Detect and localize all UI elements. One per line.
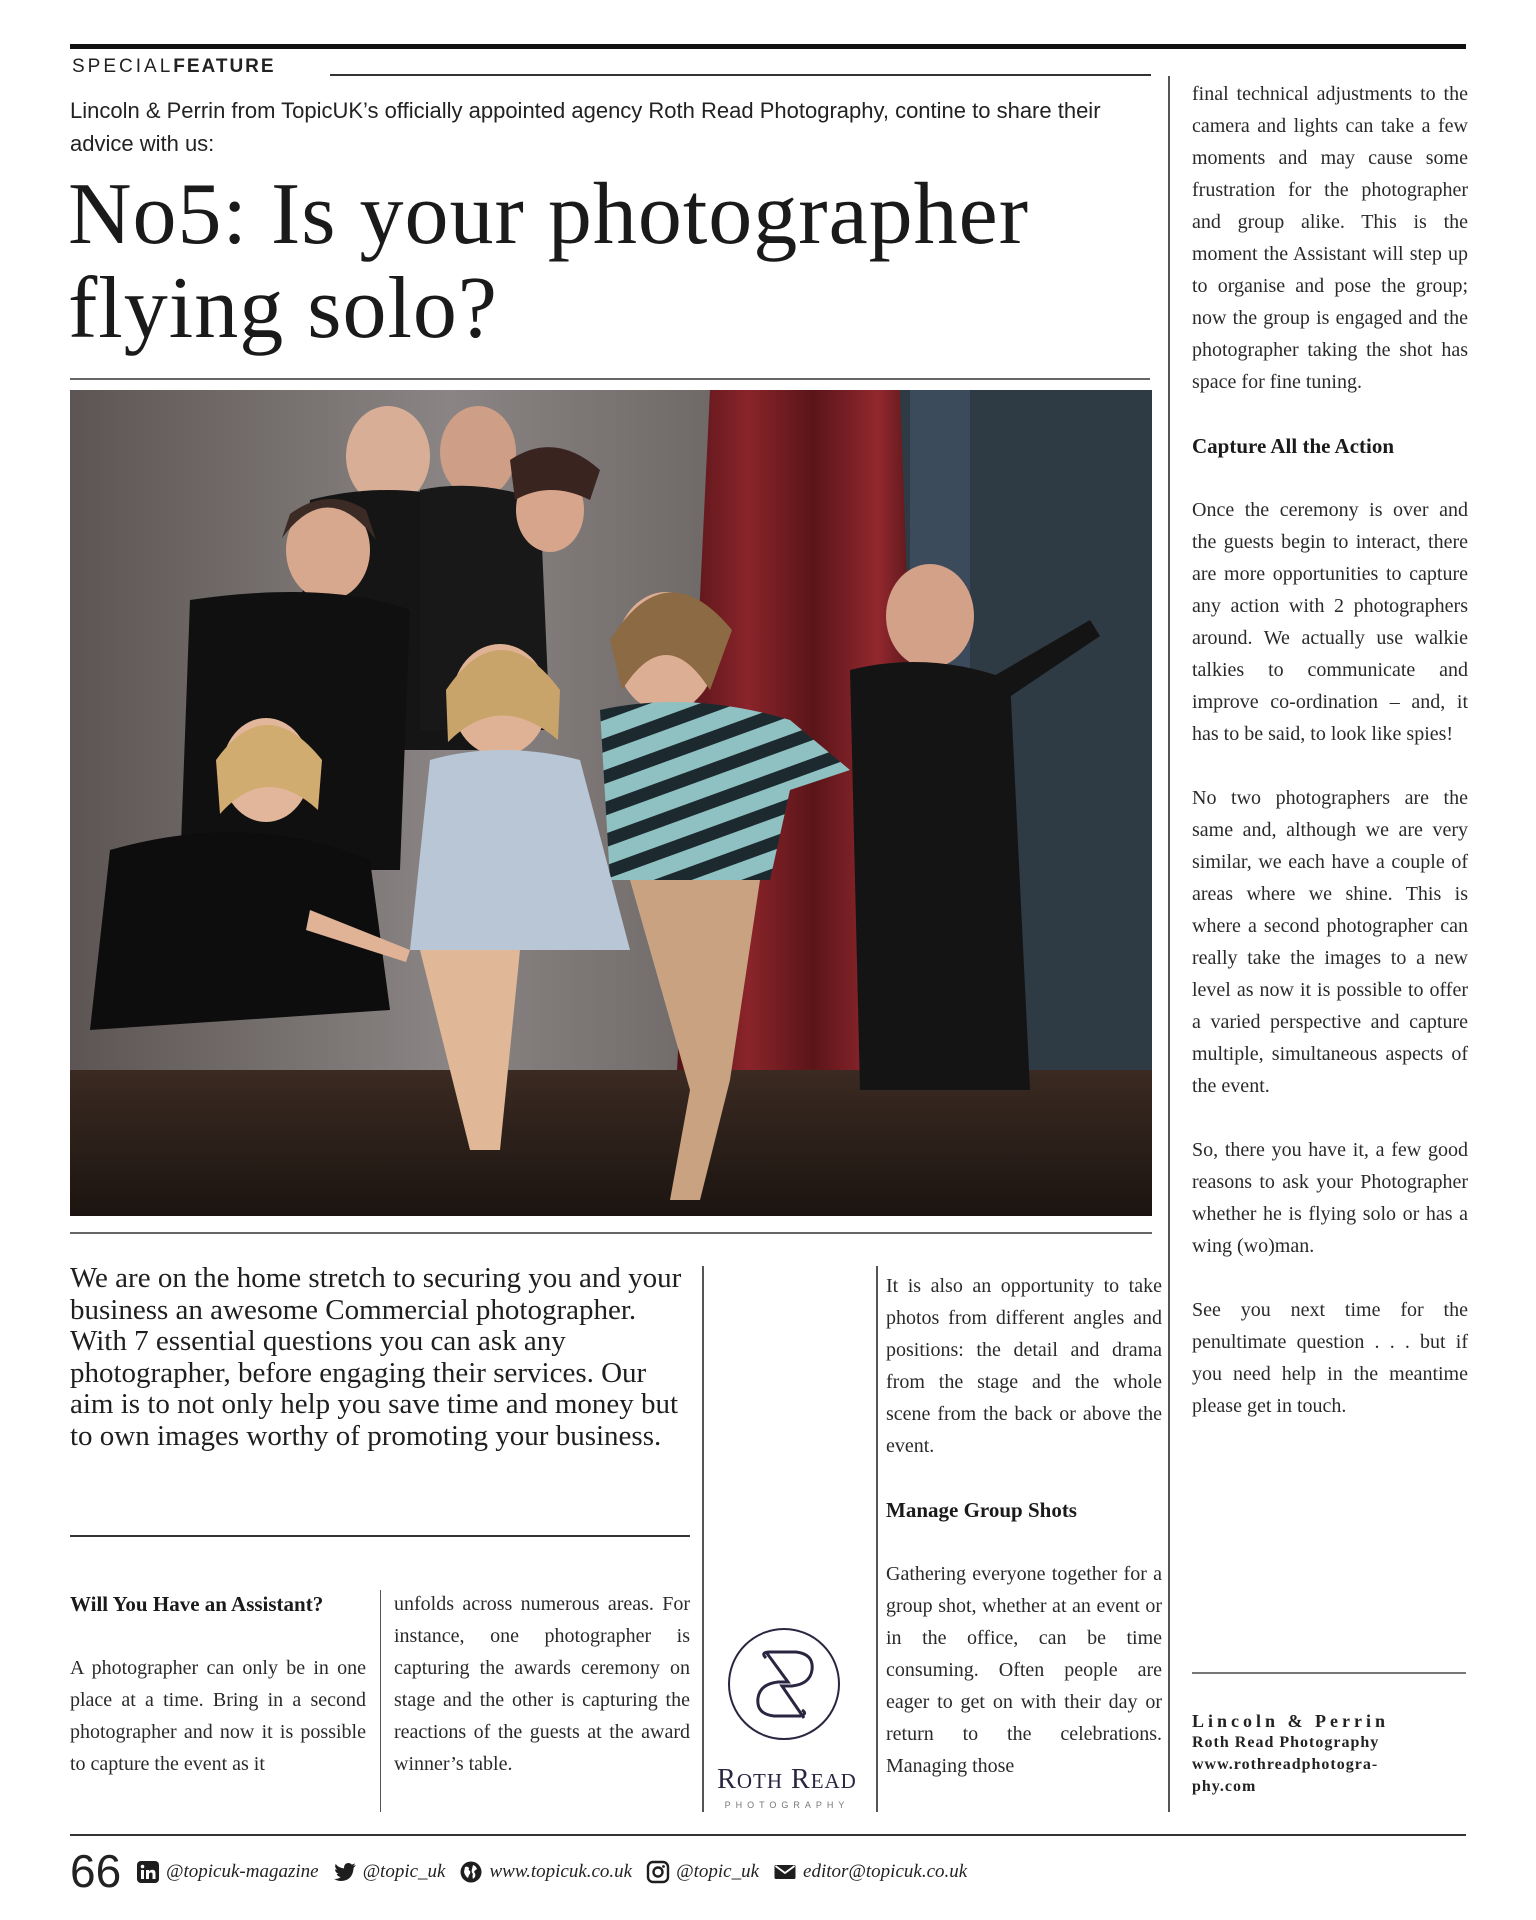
page-number: 66	[70, 1845, 122, 1897]
instagram-icon	[646, 1860, 670, 1884]
section-label-bold: FEATURE	[173, 56, 276, 77]
heading-capture-action: Capture All the Action	[1192, 434, 1395, 458]
intro-text: Lincoln & Perrin from TopicUK’s officially appointed agency Roth Read Photography, contine to share their advice with us:	[70, 98, 1101, 156]
logo-name-r2: R	[791, 1764, 811, 1795]
column-divider-1	[702, 1266, 704, 1812]
column-b	[394, 1588, 690, 1780]
social-email-text: editor@topicuk.co.uk	[803, 1861, 968, 1882]
column-divider-2	[876, 1266, 878, 1812]
logo-circle	[728, 1628, 840, 1740]
column-d	[1192, 78, 1468, 1422]
column-a	[70, 1588, 366, 1780]
social-website-text: www.topicuk.co.uk	[489, 1861, 633, 1882]
logo-name-r1: R	[717, 1764, 737, 1795]
logo-name-ead: EAD	[810, 1769, 857, 1793]
column-b-paragraph: unfolds across numerous areas. For instance, one photographer is capturing the awards ceremony on stage and the other is capturing the reactions of the guests at the award winner’s table.	[394, 1593, 690, 1775]
photo-rule	[70, 1232, 1152, 1234]
column-c-paragraph-2: Gathering everyone together for a group shot, whether at an event or in the office, can be time consuming. Often people are eager to get on with their day or return to the celebrations. Managing those	[886, 1563, 1162, 1777]
section-label-light: SPECIAL	[72, 56, 174, 77]
column-d-paragraph-4: So, there you have it, a few good reasons to ask your Photographer whether he is flying solo or has a wing (wo)man.	[1192, 1139, 1468, 1257]
headline-line-1: No5: Is your photographer	[68, 166, 1030, 263]
headline-rule	[70, 378, 1150, 380]
column-d-paragraph-5: See you next time for the penultimate question . . . but if you need help in the meantime please get in touch.	[1192, 1299, 1468, 1417]
logo-name-oth: OTH	[736, 1769, 783, 1793]
column-d-paragraph-2: Once the ceremony is over and the guests begin to interact, there are more opportunities to capture any action with 2 photographers around. We actually use walkie talkies to communicate and improve co-ordination – and, it has to be said, to look like spies!	[1192, 499, 1468, 745]
column-divider-4	[380, 1590, 381, 1812]
signoff-company: Roth Read Photography	[1192, 1734, 1380, 1751]
logo-name	[706, 1764, 868, 1796]
section-rule	[330, 74, 1151, 76]
column-d-paragraph-3: No two photographers are the same and, although we are very similar, we each have a couple of areas where we shine. This is where a second photographer can really take the images to a new level as now it is possible to offer a varied perspective and capture multiple, simultaneous aspects of the event.	[1192, 787, 1468, 1097]
lead-rule	[70, 1535, 690, 1537]
signoff-website-1[interactable]: www.rothreadphotogra-	[1192, 1756, 1379, 1773]
social-email[interactable]	[773, 1860, 967, 1884]
roth-read-logo	[706, 1618, 868, 1816]
group-photo-illustration	[70, 390, 1152, 1216]
social-twitter[interactable]	[333, 1860, 446, 1884]
group-photo	[70, 390, 1152, 1216]
column-c	[886, 1270, 1162, 1782]
column-a-paragraph: A photographer can only be in one place at a time. Bring in a second photographer and now it is possible to capture the event as it	[70, 1657, 366, 1775]
envelope-icon	[773, 1860, 797, 1884]
signoff-rule	[1192, 1672, 1466, 1674]
headline	[68, 168, 1168, 356]
social-linkedin-text: @topicuk-magazine	[166, 1861, 319, 1882]
social-instagram[interactable]	[646, 1860, 759, 1884]
footer-rule	[70, 1834, 1466, 1836]
signoff-website-2[interactable]: phy.com	[1192, 1778, 1257, 1795]
social-bar	[136, 1856, 981, 1888]
column-d-paragraph-1: final technical adjustments to the camera and lights can take a few moments and may cause some frustration for the photographer and group alike. This is the moment the Assistant will step up to organise and pose the group; now the group is engaged and the photographer taking the shot has space for fine tuning.	[1192, 83, 1468, 393]
twitter-bird-icon	[333, 1860, 357, 1884]
globe-icon	[459, 1860, 483, 1884]
social-twitter-text: @topic_uk	[362, 1861, 446, 1882]
top-rule	[70, 44, 1466, 49]
linkedin-icon	[136, 1860, 160, 1884]
heading-assistant: Will You Have an Assistant?	[70, 1592, 324, 1616]
heading-group-shots: Manage Group Shots	[886, 1498, 1077, 1522]
signoff-authors: Lincoln & Perrin	[1192, 1711, 1389, 1731]
lead-paragraph: We are on the home stretch to securing you and your business an awesome Commercial photographer. With 7 essential questions you can ask any photographer, before engaging their services. Our aim is to not only help you save time and money but to own images worthy of promoting your business.	[70, 1262, 682, 1452]
column-c-paragraph-1: It is also an opportunity to take photos from different angles and positions: the detail and drama from the stage and the whole scene from the back or above the event.	[886, 1275, 1162, 1457]
logo-monogram-icon	[730, 1630, 838, 1738]
headline-line-2: flying solo?	[68, 260, 498, 357]
social-linkedin[interactable]	[136, 1860, 319, 1884]
social-instagram-text: @topic_uk	[676, 1861, 760, 1882]
logo-subtitle: PHOTOGRAPHY	[724, 1800, 850, 1810]
section-label	[72, 56, 276, 78]
social-website[interactable]	[459, 1860, 632, 1884]
signoff	[1192, 1710, 1472, 1798]
column-divider-3	[1168, 76, 1170, 1812]
